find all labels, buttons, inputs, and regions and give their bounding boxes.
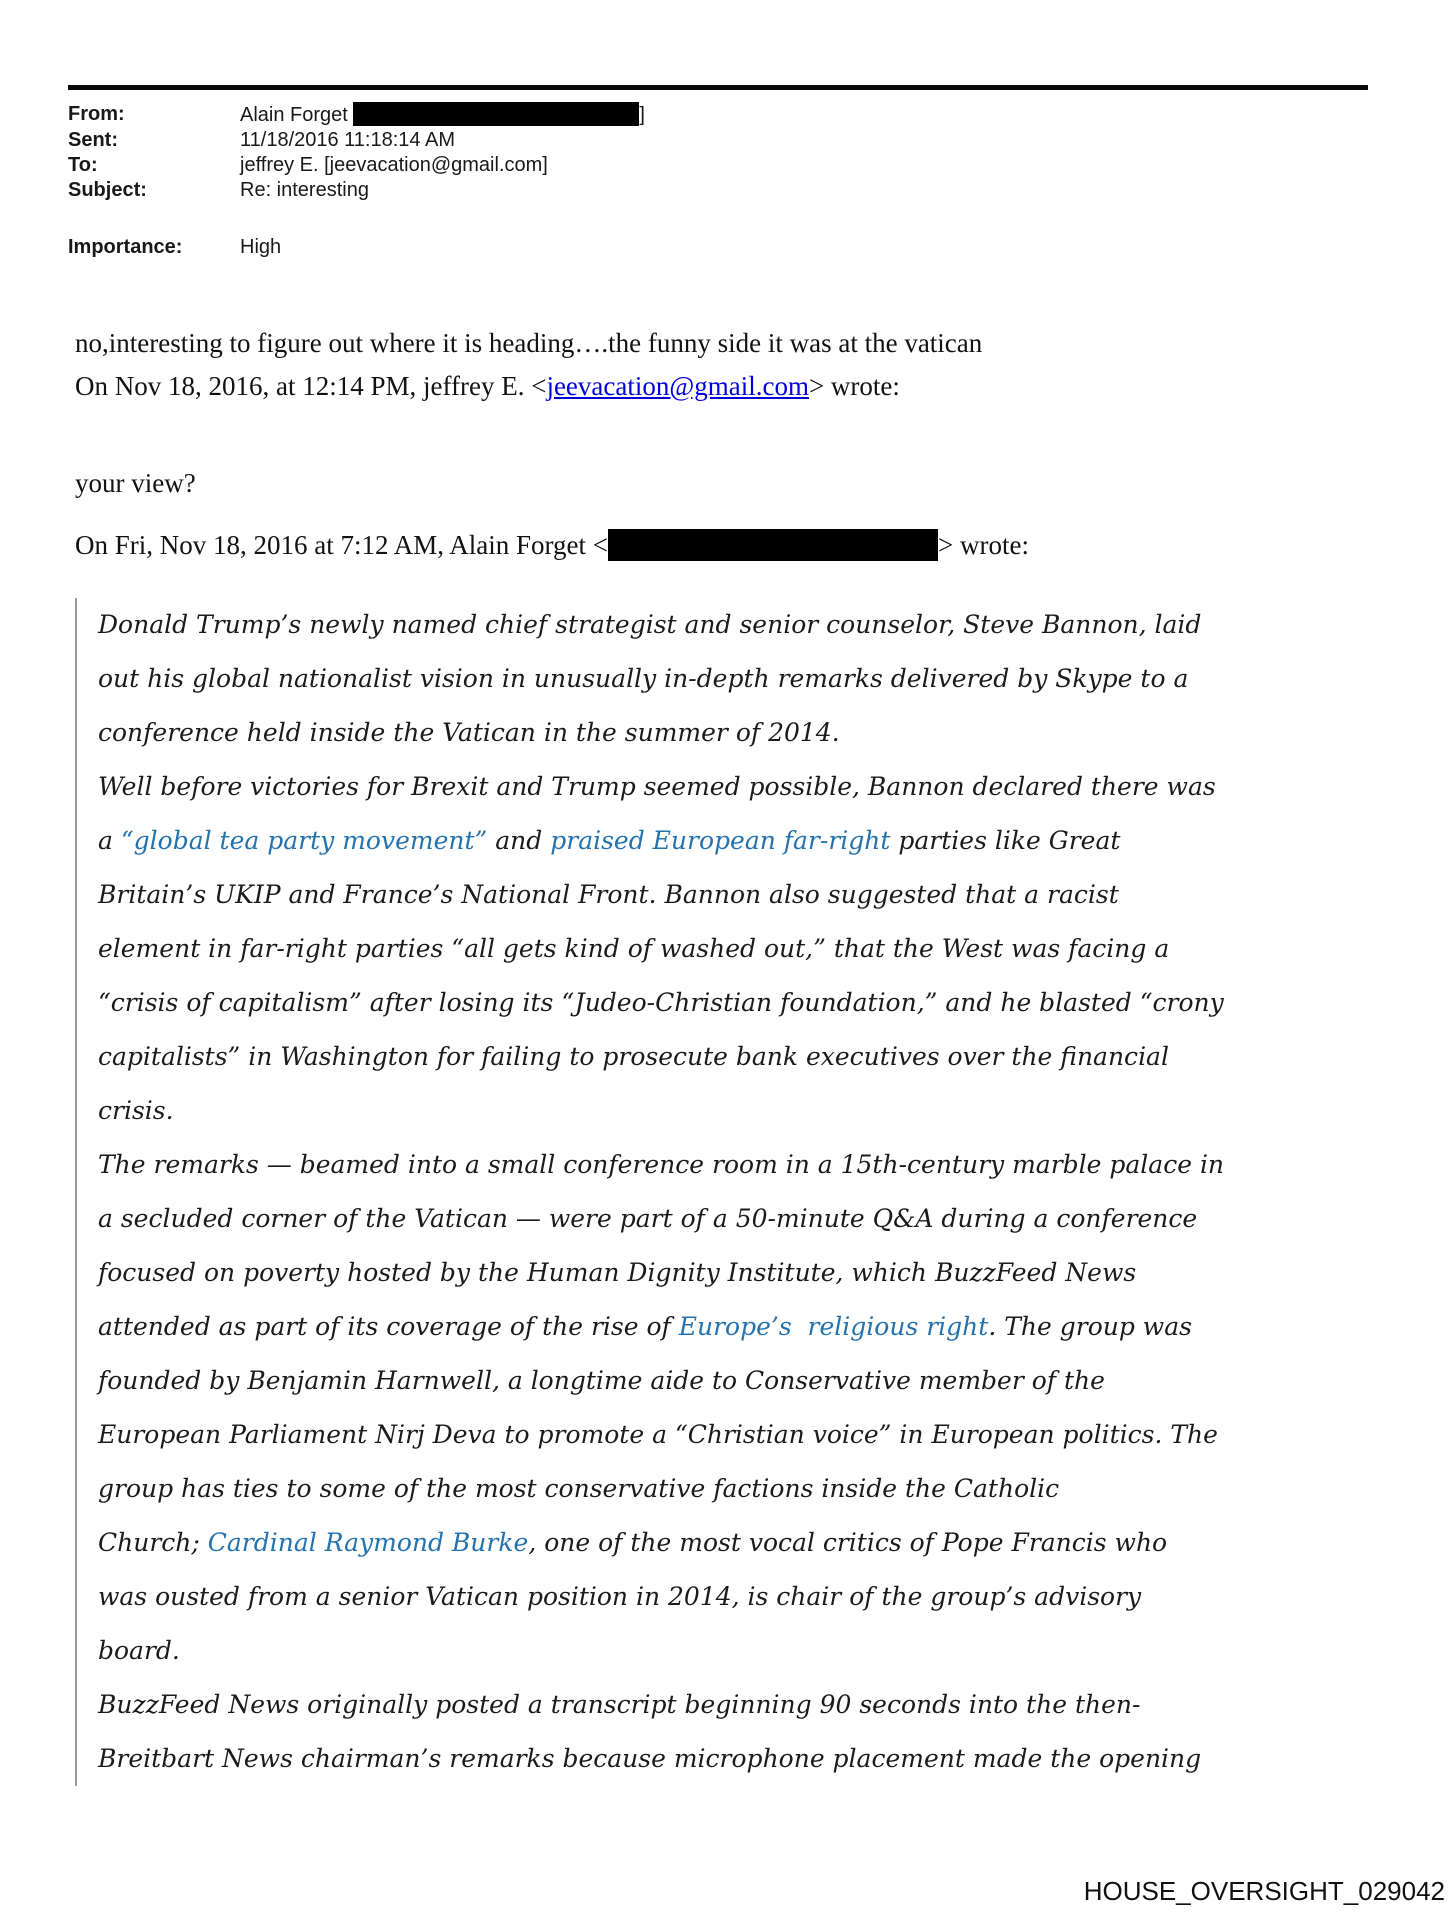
quote-text: BuzzFeed News originally posted a transcript beginning 90 seconds into the then-: [98, 1690, 1141, 1719]
quote-line: [98, 1300, 1224, 1354]
quote-text: attended as part of its coverage of the rise of: [98, 1312, 679, 1341]
attribution1-prefix: On Nov 18, 2016, at 12:14 PM, jeffrey E. <: [75, 371, 547, 401]
reply-message-text: no,interesting to figure out where it is heading….the funny side it was at the vatican: [75, 328, 983, 358]
importance-value: High: [240, 236, 282, 258]
email-meta-header: [68, 102, 645, 260]
subject-value: Re: interesting: [240, 179, 369, 201]
quoted-attribution-jeffrey: [75, 365, 900, 408]
quote-line: [98, 706, 1224, 760]
to-label: To:: [68, 154, 98, 176]
attribution1-suffix: > wrote:: [808, 371, 900, 401]
meta-row-subject: [68, 178, 645, 203]
quote-text: board.: [98, 1636, 180, 1665]
meta-row-to: [68, 153, 645, 178]
quote-link[interactable]: Cardinal Raymond Burke: [207, 1528, 529, 1557]
quote-text: conference held inside the Vatican in the summer of 2014.: [98, 718, 840, 747]
quote-text: was ousted from a senior Vatican position in 2014, is chair of the group’s advisory: [98, 1582, 1142, 1611]
quote-line: [98, 598, 1224, 652]
quote-line: [98, 1516, 1224, 1570]
quote-text: a secluded corner of the Vatican — were part of a 50-minute Q&A during a conference: [98, 1204, 1198, 1233]
from-label: From:: [68, 103, 125, 125]
quote-text: out his global nationalist vision in unusually in-depth remarks delivered by Skype to a: [98, 664, 1189, 693]
attribution2-prefix: On Fri, Nov 18, 2016 at 7:12 AM, Alain Forget <: [75, 530, 608, 560]
quote-text: Donald Trump’s newly named chief strategist and senior counselor, Steve Bannon, laid: [98, 610, 1202, 639]
quote-text: element in far-right parties “all gets kind of washed out,” that the West was facing a: [98, 934, 1170, 963]
from-value-bracket: ]: [639, 104, 645, 126]
quote-line: [98, 1138, 1224, 1192]
quote-text: parties like Great: [890, 826, 1121, 855]
quote-line: [98, 652, 1224, 706]
quote-text: Church;: [98, 1528, 208, 1557]
quote-text: crisis.: [98, 1096, 174, 1125]
redaction-bar-alain-email: [608, 529, 938, 561]
quoted-attribution-alain: [75, 524, 1029, 567]
quote-text: . The group was: [988, 1312, 1192, 1341]
quote-line: [98, 1192, 1224, 1246]
quote-link[interactable]: Europe’s religious right: [678, 1312, 989, 1341]
quote-link[interactable]: “global tea party movement”: [120, 826, 488, 855]
quote-text: focused on poverty hosted by the Human Dignity Institute, which BuzzFeed News: [98, 1258, 1137, 1287]
quote-text: “crisis of capitalism” after losing its “Judeo-Christian foundation,” and he blasted “crony: [98, 988, 1224, 1017]
redaction-bar-from-email: [353, 102, 639, 126]
quote-line: [98, 1246, 1224, 1300]
quote-text: founded by Benjamin Harnwell, a longtime aide to Conservative member of the: [98, 1366, 1105, 1395]
quote-line: [98, 868, 1224, 922]
quote-line: [98, 1354, 1224, 1408]
quote-text: Breitbart News chairman’s remarks because microphone placement made the opening: [98, 1744, 1202, 1773]
quote-text: Britain’s UKIP and France’s National Front. Bannon also suggested that a racist: [98, 880, 1119, 909]
meta-row-importance: [68, 235, 645, 260]
from-value-name: Alain Forget: [240, 104, 354, 126]
quote-line: [98, 1732, 1224, 1786]
sent-value: 11/18/2016 11:18:14 AM: [240, 129, 455, 151]
meta-row-sent: [68, 128, 645, 153]
quote-text: Well before victories for Brexit and Trump seemed possible, Bannon declared there was: [98, 772, 1216, 801]
quote-text: a: [98, 826, 121, 855]
quote-text: European Parliament Nirj Deva to promote a “Christian voice” in European politics. The: [98, 1420, 1218, 1449]
quote-line: [98, 1408, 1224, 1462]
importance-label: Importance:: [68, 236, 183, 258]
quote-line: [98, 1570, 1224, 1624]
quoted-article: [75, 598, 1224, 1786]
attribution2-suffix: > wrote:: [938, 530, 1029, 560]
quote-line: [98, 976, 1224, 1030]
meta-row-from: [68, 102, 645, 128]
quote-line: [98, 1030, 1224, 1084]
quote-line: [98, 922, 1224, 976]
quote-text: , one of the most vocal critics of Pope Francis who: [528, 1528, 1168, 1557]
quote-line: [98, 1678, 1224, 1732]
from-value: [240, 102, 645, 128]
sent-label: Sent:: [68, 129, 118, 151]
question-text: your view?: [75, 468, 196, 498]
quote-line: [98, 814, 1224, 868]
subject-label: Subject:: [68, 179, 147, 201]
quote-text: group has ties to some of the most conservative factions inside the Catholic: [98, 1474, 1060, 1503]
bates-number: HOUSE_OVERSIGHT_029042: [1083, 1876, 1445, 1906]
quote-text: The remarks — beamed into a small conference room in a 15th-century marble palace in: [98, 1150, 1225, 1179]
quote-line: [98, 1624, 1224, 1678]
quote-text: capitalists” in Washington for failing to prosecute bank executives over the financial: [98, 1042, 1169, 1071]
quote-line: [98, 1462, 1224, 1516]
quote-line: [98, 760, 1224, 814]
quote-line: [98, 1084, 1224, 1138]
email-address-link[interactable]: jeevacation@gmail.com: [546, 371, 809, 401]
quote-text: and: [487, 826, 551, 855]
header-divider-rule: [68, 85, 1368, 90]
to-value: jeffrey E. [jeevacation@gmail.com]: [240, 154, 548, 176]
quote-link[interactable]: praised European far-right: [550, 826, 891, 855]
